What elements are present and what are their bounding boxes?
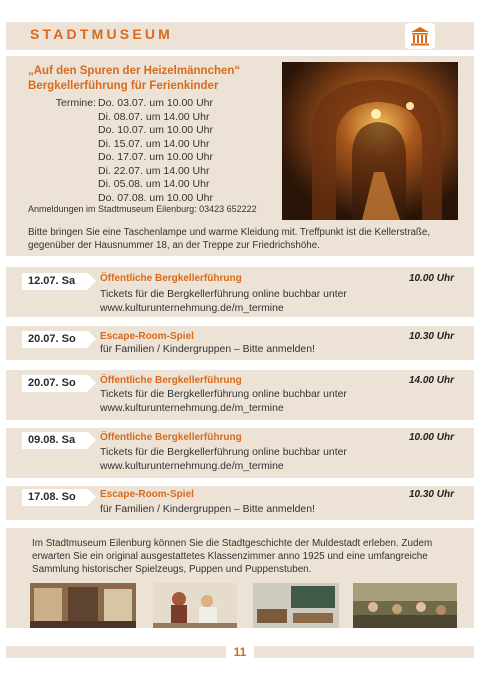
event-description: für Familien / Kindergruppen – Bitte anmelden! bbox=[100, 504, 315, 515]
event-time: 14.00 Uhr bbox=[408, 375, 454, 386]
visitors-photo bbox=[353, 583, 457, 628]
event-title: Escape-Room-Spiel bbox=[100, 489, 194, 500]
classroom-photo bbox=[253, 583, 339, 628]
schedule-item: Do. 07.08. um 10.00 Uhr bbox=[98, 191, 213, 204]
event-link[interactable]: www.kulturunternehmung.de/m_termine bbox=[100, 403, 284, 414]
event-desc-line-1: Tickets für die Bergkellerführung online buchbar unter bbox=[100, 289, 347, 300]
outro-text: Im Stadtmuseum Eilenburg können Sie die Stadtgeschichte der Muldestadt erleben. Zudem erwarten Sie ein original ausgestattetes Klassenzimmer anno 1925 und eine umfangreiche Sammlung historischer Spielzeugs, Puppen und Puppenstuben. bbox=[32, 538, 433, 575]
event-date: 17.08. So bbox=[22, 489, 88, 506]
schedule-item: Do. 17.07. um 10.00 Uhr bbox=[98, 151, 213, 163]
section-title: STADTMUSEUM bbox=[30, 26, 174, 42]
event-title: Öffentliche Bergkellerführung bbox=[100, 273, 242, 284]
museum-exhibit-photo bbox=[30, 583, 136, 628]
schedule-item: Di. 05.08. um 14.00 Uhr bbox=[98, 178, 210, 190]
event-date: 09.08. Sa bbox=[22, 432, 88, 449]
arrow-icon bbox=[88, 273, 96, 289]
event-time: 10.30 Uhr bbox=[408, 489, 454, 500]
event-link[interactable]: www.kulturunternehmung.de/m_termine bbox=[100, 303, 284, 314]
event-date: 12.07. Sa bbox=[22, 273, 88, 290]
arrow-icon bbox=[88, 432, 96, 448]
intro-title bbox=[28, 64, 278, 94]
doll-exhibit-photo bbox=[153, 583, 237, 628]
event-date: 20.07. So bbox=[22, 331, 88, 348]
intro-note: Bitte bringen Sie eine Taschenlampe und warme Kleidung mit. Treffpunkt ist die Kellerstraße, gegenüber der Hausnummer 18, an der Treppe zur Friedrichshöhe. bbox=[28, 227, 431, 251]
event-title: Öffentliche Bergkellerführung bbox=[100, 432, 242, 443]
museum-building-icon bbox=[405, 23, 435, 49]
schedule-item: Do. 10.07. um 10.00 Uhr bbox=[98, 124, 213, 136]
schedule-label: Termine: bbox=[55, 97, 96, 109]
event-time: 10.30 Uhr bbox=[408, 331, 454, 342]
schedule-item: Di. 15.07. um 14.00 Uhr bbox=[98, 137, 210, 150]
event-title: Escape-Room-Spiel bbox=[100, 331, 194, 342]
event-time: 10.00 Uhr bbox=[408, 432, 454, 443]
registration-info: Anmeldungen im Stadtmuseum Eilenburg: 03423 652222 bbox=[28, 204, 257, 214]
event-description bbox=[100, 288, 410, 316]
intro-title-line-2: Bergkellerführung für Ferienkinder bbox=[28, 80, 219, 92]
page-number: 11 bbox=[226, 644, 254, 660]
event-desc-line-1: Tickets für die Bergkellerführung online buchbar unter bbox=[100, 447, 347, 458]
event-date: 20.07. So bbox=[22, 375, 88, 392]
arrow-icon bbox=[88, 489, 96, 505]
schedule-item: Di. 08.07. um 14.00 Uhr bbox=[98, 110, 210, 123]
event-title: Öffentliche Bergkellerführung bbox=[100, 375, 242, 386]
schedule-item: Di. 22.07. um 14.00 Uhr bbox=[98, 164, 210, 177]
event-description: für Familien / Kindergruppen – Bitte anmelden! bbox=[100, 344, 315, 355]
cellar-tunnel-photo bbox=[282, 62, 458, 220]
arrow-icon bbox=[88, 375, 96, 391]
event-time: 10.00 Uhr bbox=[408, 273, 454, 284]
event-link[interactable]: www.kulturunternehmung.de/m_termine bbox=[100, 461, 284, 472]
intro-title-line-1: „Auf den Spuren der Heizelmännchen“ bbox=[28, 65, 241, 77]
arrow-icon bbox=[88, 331, 96, 347]
schedule-item: Do. 03.07. um 10.00 Uhr bbox=[98, 97, 213, 109]
event-description bbox=[100, 388, 410, 416]
event-desc-line-1: Tickets für die Bergkellerführung online buchbar unter bbox=[100, 389, 347, 400]
event-description bbox=[100, 446, 410, 474]
